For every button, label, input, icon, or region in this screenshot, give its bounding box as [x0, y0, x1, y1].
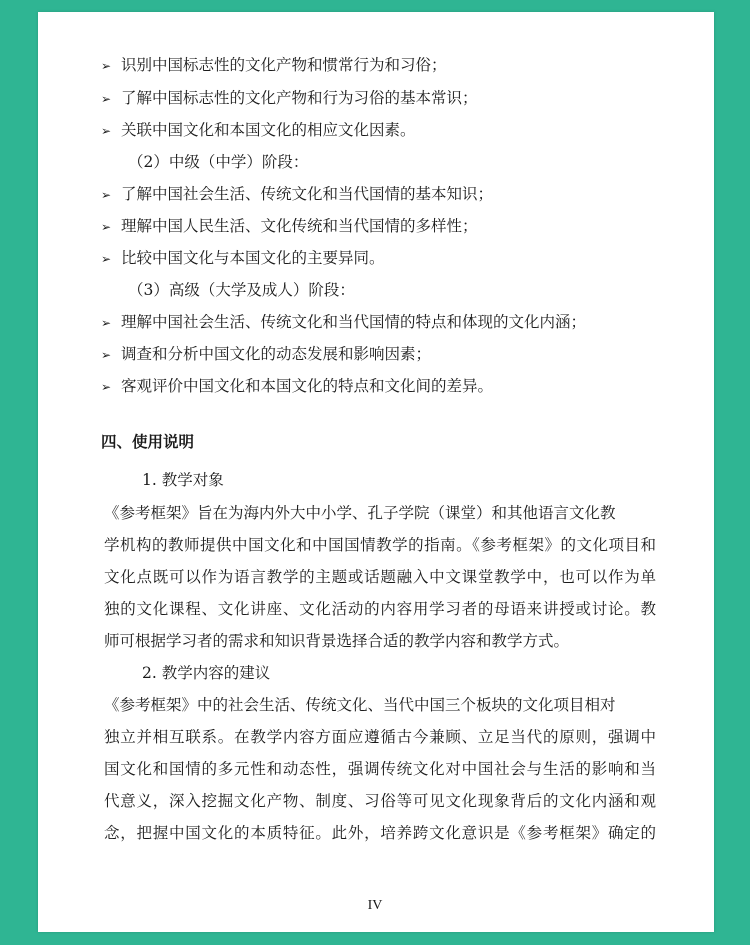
arrow-bullet-icon: ➢	[101, 188, 112, 202]
page-number: IV	[367, 898, 383, 913]
arrow-bullet-icon: ➢	[101, 380, 112, 394]
arrow-bullet-icon: ➢	[101, 59, 112, 73]
paragraph-line: 念，把握中国文化的本质特征。此外，培养跨文化意识是《参考框架》确定的	[104, 824, 656, 842]
bullet-item: ➢ 识别中国标志性的文化产物和惯常行为和习俗；	[101, 56, 447, 74]
paragraph-line: 代意义，深入挖掘文化产物、制度、习俗等可见文化现象背后的文化内涵和观	[104, 792, 656, 810]
arrow-bullet-icon: ➢	[101, 316, 112, 330]
bullet-item: ➢ 了解中国社会生活、传统文化和当代国情的基本知识；	[101, 185, 494, 203]
bullet-item: ➢ 理解中国社会生活、传统文化和当代国情的特点和体现的文化内涵；	[101, 313, 587, 331]
bullet-item: ➢ 调查和分析中国文化的动态发展和影响因素；	[101, 345, 432, 363]
bullet-item: ➢ 客观评价中国文化和本国文化的特点和文化间的差异。	[101, 377, 494, 395]
bullet-item: ➢ 理解中国人民生活、文化传统和当代国情的多样性；	[101, 217, 478, 235]
paragraph-line: 独立并相互联系。在教学内容方面应遵循古今兼顾、立足当代的原则，强调中	[104, 728, 656, 746]
arrow-bullet-icon: ➢	[101, 252, 112, 266]
arrow-bullet-icon: ➢	[101, 220, 112, 234]
paragraph-line: 文化点既可以作为语言教学的主题或话题融入中文课堂教学中，也可以作为单	[104, 568, 656, 586]
bullet-item: ➢ 了解中国标志性的文化产物和行为习俗的基本常识；	[101, 89, 478, 107]
section-heading: 四、使用说明	[101, 433, 195, 451]
level-middle-heading: （2）中级（中学）阶段：	[128, 153, 309, 171]
arrow-bullet-icon: ➢	[101, 92, 112, 106]
bullet-item: ➢ 关联中国文化和本国文化的相应文化因素。	[101, 121, 416, 139]
arrow-bullet-icon: ➢	[101, 348, 112, 362]
paragraph-line: 学机构的教师提供中国文化和中国国情教学的指南。《参考框架》的文化项目和	[104, 536, 656, 554]
bullet-item: ➢ 比较中国文化与本国文化的主要异同。	[101, 249, 385, 267]
paragraph-line: 独的文化课程、文化讲座、文化活动的内容用学习者的母语来讲授或讨论。教	[104, 600, 656, 618]
paragraph-line: 《参考框架》旨在为海内外大中小学、孔子学院（课堂）和其他语言文化教	[104, 504, 616, 522]
subsection-title: 2. 教学内容的建议	[142, 664, 271, 682]
arrow-bullet-icon: ➢	[101, 124, 112, 138]
paragraph-line: 师可根据学习者的需求和知识背景选择合适的教学内容和教学方式。	[104, 632, 570, 650]
paragraph-line: 《参考框架》中的社会生活、传统文化、当代中国三个板块的文化项目相对	[104, 696, 616, 714]
subsection-title: 1. 教学对象	[142, 471, 224, 489]
level-advanced-heading: （3）高级（大学及成人）阶段：	[128, 281, 355, 299]
paragraph-line: 国文化和国情的多元性和动态性，强调传统文化对中国社会与生活的影响和当	[104, 760, 656, 778]
